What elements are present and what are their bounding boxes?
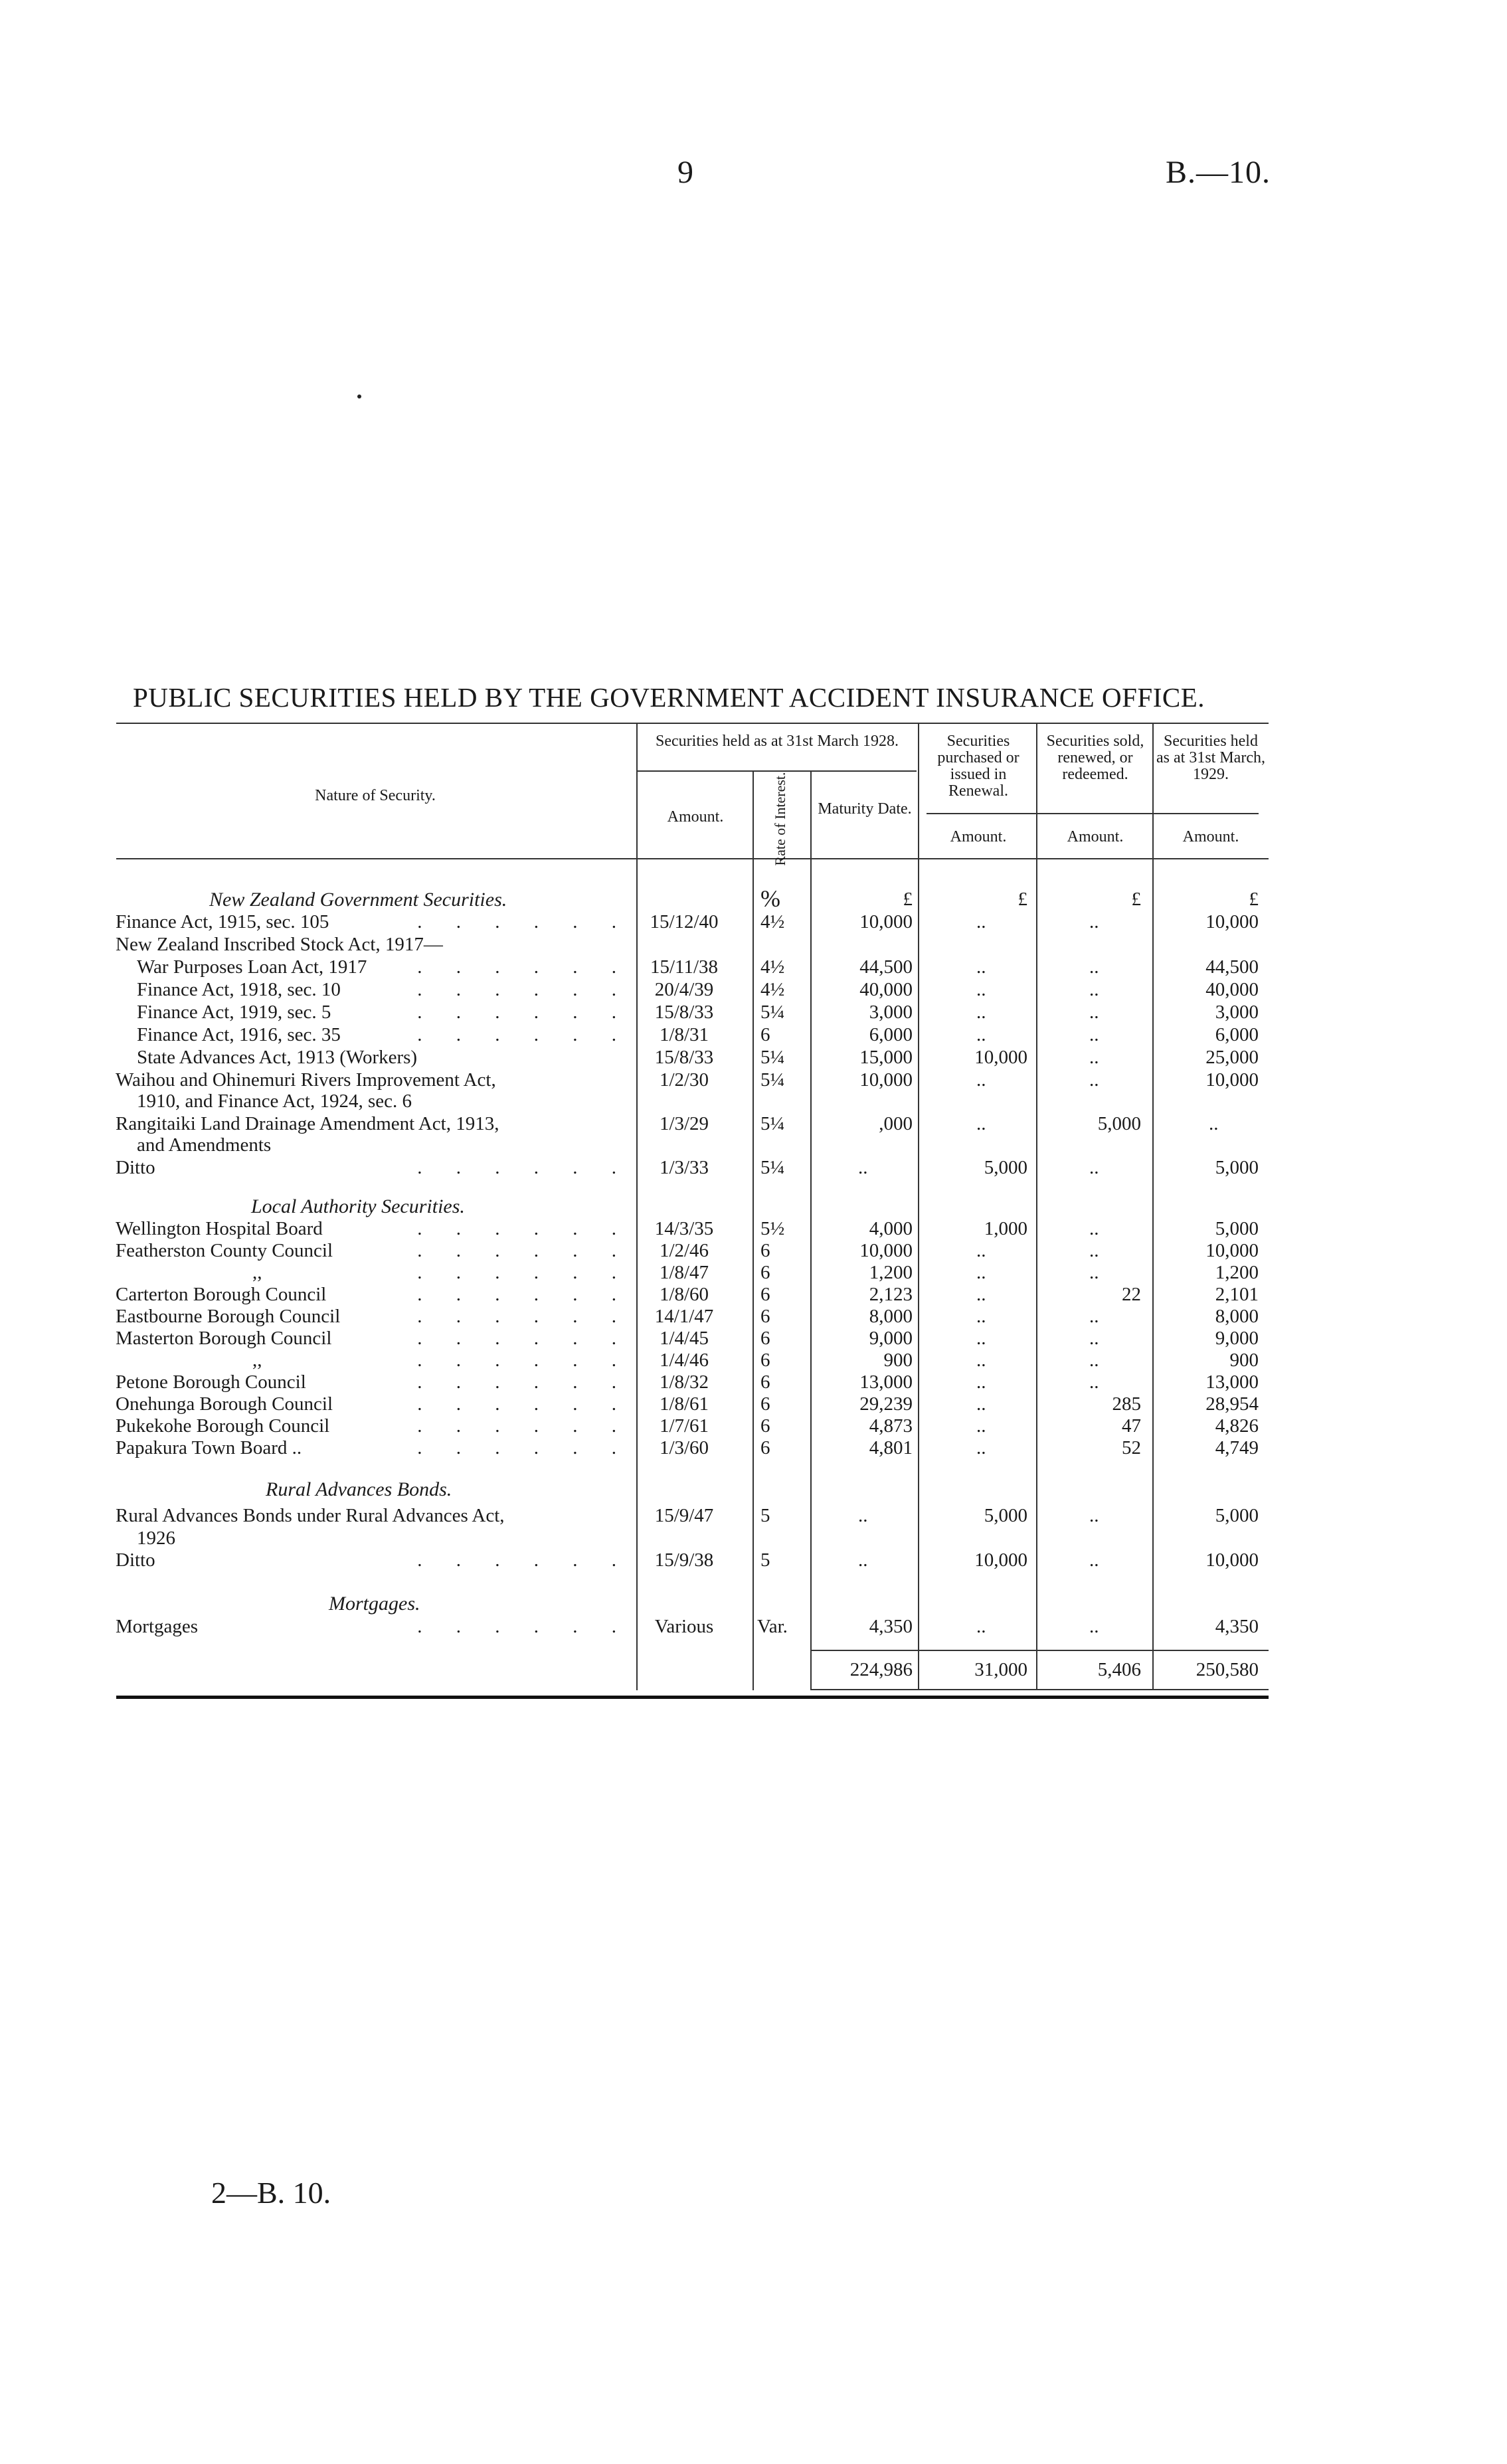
amount-1928: 10,000 [859, 1069, 913, 1091]
table-row [0, 1262, 1507, 1284]
table-title: PUBLIC SECURITIES HELD BY THE GOVERNMENT ACCIDENT INSURANCE OFFICE. [133, 682, 1205, 713]
held-1929: 44,500 [1205, 956, 1259, 978]
total-held-1929: 250,580 [1196, 1659, 1259, 1680]
amount-1928: 13,000 [859, 1371, 913, 1393]
interest-rate: 6 [760, 1393, 770, 1415]
dot-leader: . . . . . . [417, 1240, 631, 1261]
amount-1928: .. [858, 1549, 868, 1571]
sold-amount: .. [1089, 1306, 1099, 1327]
security-name: Pukekohe Borough Council [116, 1415, 330, 1437]
maturity-date: 1/3/60 [659, 1437, 709, 1458]
table-row [0, 1437, 1507, 1460]
purchased-amount: 5,000 [984, 1157, 1027, 1178]
dot-leader: . . . . . . [417, 911, 631, 932]
interest-rate: 6 [760, 1415, 770, 1437]
header-bottom-rule [116, 858, 1269, 859]
dot-leader: . . . . . . [417, 1024, 631, 1045]
interest-rate: 5¼ [760, 1113, 785, 1134]
table-top-rule [116, 723, 1269, 724]
header-purchased: Securities purchased or issued in Renewal. [937, 733, 1019, 800]
interest-rate: 5¼ [760, 1157, 785, 1178]
interest-rate: 5¼ [760, 1069, 785, 1091]
interest-rate: 5 [760, 1549, 770, 1571]
interest-rate: 4½ [760, 979, 785, 1000]
purchased-amount: 1,000 [984, 1218, 1027, 1239]
table-row [0, 1113, 1507, 1136]
amount-1928: 15,000 [859, 1047, 913, 1068]
table-row [0, 1069, 1507, 1092]
security-name: Finance Act, 1916, sec. 35 [137, 1024, 341, 1045]
dot-leader: . . . . . . [417, 1393, 631, 1415]
sold-amount: 47 [1122, 1415, 1141, 1437]
maturity-date: 1/8/47 [659, 1262, 709, 1283]
header-nature: Nature of Security. [315, 787, 436, 804]
dot-leader: . . . . . . [417, 1328, 631, 1349]
amount-1928: 10,000 [859, 911, 913, 932]
table-row [0, 934, 1507, 956]
amount-1928: 4,801 [869, 1437, 913, 1458]
purchased-amount: 10,000 [974, 1549, 1027, 1571]
interest-rate: 5¼ [760, 1047, 785, 1068]
maturity-date: 1/4/45 [659, 1328, 709, 1349]
held-1929: 9,000 [1215, 1328, 1259, 1349]
purchased-amount: .. [976, 1328, 986, 1349]
table-row [0, 1240, 1507, 1263]
maturity-date: 1/4/46 [659, 1350, 709, 1371]
interest-rate: 6 [760, 1350, 770, 1371]
sold-amount: .. [1089, 956, 1099, 978]
header-sold: Securities sold, renewed, or redeemed. [1046, 733, 1144, 783]
held-1929: 2,101 [1215, 1284, 1259, 1305]
dot-leader: . . . . . . [417, 1437, 631, 1458]
header-sold-amount: Amount. [1067, 828, 1124, 845]
amount-1928: 900 [883, 1350, 913, 1371]
held-1929: 40,000 [1205, 979, 1259, 1000]
table-row [0, 1505, 1507, 1528]
dot-leader: . . . . . . [417, 1350, 631, 1371]
purchased-amount: .. [976, 1616, 986, 1637]
purchased-amount: .. [976, 1371, 986, 1393]
table-row-continuation [0, 1528, 1507, 1550]
interest-rate: 6 [760, 1262, 770, 1283]
sold-amount: .. [1089, 979, 1099, 1000]
purchased-amount: .. [976, 1306, 986, 1327]
table-row [0, 979, 1507, 1002]
sold-amount: 5,000 [1097, 1113, 1141, 1134]
security-name: Wellington Hospital Board [116, 1218, 323, 1239]
maturity-date: Various [654, 1616, 714, 1637]
amount-1928: 4,350 [869, 1616, 913, 1637]
maturity-date: 1/3/33 [659, 1157, 709, 1178]
sold-amount: .. [1089, 1069, 1099, 1091]
header-purchased-amount: Amount. [950, 828, 1007, 845]
interest-rate: 4½ [760, 956, 785, 978]
table-row [0, 1350, 1507, 1372]
sold-amount: .. [1089, 1262, 1099, 1283]
sold-amount: .. [1089, 1350, 1099, 1371]
amount-1928: 6,000 [869, 1024, 913, 1045]
security-name: Finance Act, 1919, sec. 5 [137, 1002, 331, 1023]
security-name: Ditto [116, 1549, 155, 1571]
maturity-date: 14/3/35 [654, 1218, 714, 1239]
security-name: Waihou and Ohinemuri Rivers Improvement Act, [116, 1069, 496, 1091]
sold-amount: 22 [1122, 1284, 1141, 1305]
dot-leader: . . . . . . [417, 1616, 631, 1637]
maturity-date: 1/2/30 [659, 1069, 709, 1091]
dot-leader: . . . . . . [417, 1549, 631, 1571]
held-1929: 5,000 [1215, 1218, 1259, 1239]
held-1929: 10,000 [1205, 1549, 1259, 1571]
held-1929: 4,350 [1215, 1616, 1259, 1637]
purchased-amount: .. [976, 1002, 986, 1023]
dot-leader: . . . . . . [417, 979, 631, 1000]
dot-leader: . . . . . . [417, 1415, 631, 1437]
table-row [0, 911, 1507, 934]
security-name: Eastbourne Borough Council [116, 1306, 341, 1327]
purchased-amount: .. [976, 1262, 986, 1283]
maturity-date: 1/8/31 [659, 1024, 709, 1045]
amount-1928: 29,239 [859, 1393, 913, 1415]
purchased-amount: .. [976, 1393, 986, 1415]
held-1929: .. [1209, 1113, 1219, 1134]
total-amount-1928: 224,986 [849, 1659, 913, 1680]
unit-sold: £ [1131, 889, 1141, 910]
dot-leader: . . . . . . [417, 1218, 631, 1239]
maturity-date: 1/8/60 [659, 1284, 709, 1305]
amount-1928: 2,123 [869, 1284, 913, 1305]
security-name-continued: 1926 [137, 1528, 175, 1549]
header-held-1928: Securities held as at 31st March 1928. [656, 733, 899, 750]
sold-amount: .. [1089, 1505, 1099, 1526]
maturity-date: 1/8/61 [659, 1393, 709, 1415]
held-1929: 28,954 [1205, 1393, 1259, 1415]
amount-1928: 44,500 [859, 956, 913, 978]
table-row [0, 1393, 1507, 1416]
table-row [0, 1415, 1507, 1438]
security-name: Masterton Borough Council [116, 1328, 332, 1349]
interest-rate: 6 [760, 1024, 770, 1045]
dot-leader: . . . . . . [417, 1262, 631, 1283]
security-name: War Purposes Loan Act, 1917 [137, 956, 367, 978]
maturity-date: 20/4/39 [654, 979, 714, 1000]
purchased-amount: 10,000 [974, 1047, 1027, 1068]
table-row-continuation [0, 1134, 1507, 1157]
amount-1928: .. [858, 1157, 868, 1178]
footer-reference: 2—B. 10. [211, 2176, 331, 2210]
sold-amount: .. [1089, 1024, 1099, 1045]
dot-leader: . . . . . . [417, 1306, 631, 1327]
security-name: Rangitaiki Land Drainage Amendment Act, 1913, [116, 1113, 499, 1134]
security-name: Ditto [116, 1157, 155, 1178]
table-row [0, 1549, 1507, 1572]
amount-1928: 10,000 [859, 1240, 913, 1261]
amount-1928: ,000 [879, 1113, 913, 1134]
purchased-amount: .. [976, 911, 986, 932]
held-1929: 4,749 [1215, 1437, 1259, 1458]
unit-held: £ [1249, 889, 1259, 910]
total-sold: 5,406 [1097, 1659, 1141, 1680]
section-mortgages: Mortgages. [329, 1593, 420, 1615]
interest-rate: Var. [757, 1616, 788, 1637]
dot-leader: . . . . . . [417, 1284, 631, 1305]
purchased-amount: 5,000 [984, 1505, 1027, 1526]
total-purchased: 31,000 [974, 1659, 1027, 1680]
security-name: State Advances Act, 1913 (Workers) [137, 1047, 418, 1068]
unit-amount: £ [903, 889, 913, 910]
security-name: Rural Advances Bonds under Rural Advances Act, [116, 1505, 505, 1526]
sold-amount: .. [1089, 1371, 1099, 1393]
sold-amount: .. [1089, 911, 1099, 932]
purchased-amount: .. [976, 1415, 986, 1437]
header-rate: Rate of Interest. [772, 772, 788, 866]
security-name: New Zealand Inscribed Stock Act, 1917— [116, 934, 443, 955]
purchased-amount: .. [976, 1069, 986, 1091]
sold-amount: 285 [1112, 1393, 1141, 1415]
maturity-date: 1/8/32 [659, 1371, 709, 1393]
maturity-date: 15/11/38 [650, 956, 719, 978]
section-local-authority: Local Authority Securities. [251, 1195, 465, 1217]
held-1929: 900 [1229, 1350, 1259, 1371]
maturity-date: 15/9/47 [654, 1505, 714, 1526]
sold-amount: .. [1089, 1328, 1099, 1349]
sold-amount: .. [1089, 1157, 1099, 1178]
unit-purchased: £ [1018, 889, 1027, 910]
maturity-date: 15/8/33 [654, 1047, 714, 1068]
security-name: Finance Act, 1915, sec. 105 [116, 911, 329, 932]
interest-rate: 6 [760, 1328, 770, 1349]
security-name-continued: and Amendments [137, 1134, 272, 1156]
totals-top-rule [812, 1650, 1269, 1651]
amount-1928: 9,000 [869, 1328, 913, 1349]
maturity-date: 15/12/40 [650, 911, 719, 932]
held-1929: 6,000 [1215, 1024, 1259, 1045]
security-name: Papakura Town Board .. [116, 1437, 302, 1458]
amount-1928: 1,200 [869, 1262, 913, 1283]
maturity-date: 1/3/29 [659, 1113, 709, 1134]
sold-amount: .. [1089, 1549, 1099, 1571]
dot-leader: . . . . . . [417, 1157, 631, 1178]
interest-rate: 4½ [760, 911, 785, 932]
table-bottom-rule [116, 1696, 1269, 1699]
table-row [0, 1306, 1507, 1328]
maturity-date: 15/9/38 [654, 1549, 714, 1571]
table-row [0, 1284, 1507, 1306]
section-nz-government: New Zealand Government Securities. [209, 889, 507, 911]
totals-row [0, 1659, 1507, 1682]
header-maturity: Maturity Date. [818, 800, 912, 818]
held-1929: 10,000 [1205, 1069, 1259, 1091]
amount-1928: 3,000 [869, 1002, 913, 1023]
maturity-date: 15/8/33 [654, 1002, 714, 1023]
unit-rate: % [760, 885, 780, 912]
maturity-date: 1/2/46 [659, 1240, 709, 1261]
interest-rate: 6 [760, 1240, 770, 1261]
purchased-amount: .. [976, 1350, 986, 1371]
table-row-continuation [0, 1091, 1507, 1113]
interest-rate: 6 [760, 1284, 770, 1305]
header-held-1929: Securities held as at 31st March, 1929. [1156, 733, 1265, 783]
stray-mark [357, 395, 361, 398]
security-name: Finance Act, 1918, sec. 10 [137, 979, 341, 1000]
held-1929: 5,000 [1215, 1157, 1259, 1178]
table-row [0, 956, 1507, 979]
purchased-amount: .. [976, 1113, 986, 1134]
held-1929: 4,826 [1215, 1415, 1259, 1437]
held-1929: 8,000 [1215, 1306, 1259, 1327]
amount-1928: .. [858, 1505, 868, 1526]
table-row [0, 1218, 1507, 1241]
sold-amount: .. [1089, 1240, 1099, 1261]
table-row [0, 1328, 1507, 1350]
security-name: Featherston County Council [116, 1240, 333, 1261]
interest-rate: 6 [760, 1371, 770, 1393]
interest-rate: 5½ [760, 1218, 785, 1239]
table-row [0, 1371, 1507, 1394]
ditto-mark: ,, [252, 1350, 262, 1371]
table-row [0, 1002, 1507, 1024]
held-1929: 25,000 [1205, 1047, 1259, 1068]
sold-amount: .. [1089, 1002, 1099, 1023]
interest-rate: 6 [760, 1306, 770, 1327]
maturity-date: 14/1/47 [654, 1306, 714, 1327]
dot-leader: . . . . . . [417, 956, 631, 978]
purchased-amount: .. [976, 1240, 986, 1261]
held-1929: 5,000 [1215, 1505, 1259, 1526]
held-1929: 1,200 [1215, 1262, 1259, 1283]
held-1929: 3,000 [1215, 1002, 1259, 1023]
sold-amount: 52 [1122, 1437, 1141, 1458]
amount-1928: 4,000 [869, 1218, 913, 1239]
ditto-mark: ,, [252, 1262, 262, 1283]
security-name-continued: 1910, and Finance Act, 1924, sec. 6 [137, 1091, 412, 1112]
sold-amount: .. [1089, 1218, 1099, 1239]
table-row [0, 1047, 1507, 1069]
amount-1928: 4,873 [869, 1415, 913, 1437]
held-1929: 10,000 [1205, 1240, 1259, 1261]
held-1929: 13,000 [1205, 1371, 1259, 1393]
dot-leader: . . . . . . [417, 1002, 631, 1023]
header-amount: Amount. [667, 808, 724, 826]
security-name: Carterton Borough Council [116, 1284, 327, 1305]
page-number: 9 [677, 155, 693, 190]
purchased-amount: .. [976, 979, 986, 1000]
header-held-amount: Amount. [1182, 828, 1239, 845]
amount-1928: 8,000 [869, 1306, 913, 1327]
table-row [0, 1616, 1507, 1638]
sold-amount: .. [1089, 1047, 1099, 1068]
amount-subhead-rule [927, 813, 1259, 814]
section-rural-advances: Rural Advances Bonds. [266, 1478, 452, 1500]
amount-1928: 40,000 [859, 979, 913, 1000]
security-name: Petone Borough Council [116, 1371, 306, 1393]
maturity-date: 1/7/61 [659, 1415, 709, 1437]
security-name: Mortgages [116, 1616, 199, 1637]
purchased-amount: .. [976, 1437, 986, 1458]
dot-leader: . . . . . . [417, 1371, 631, 1393]
interest-rate: 6 [760, 1437, 770, 1458]
table-row [0, 1157, 1507, 1180]
document-reference: B.—10. [1166, 155, 1271, 190]
purchased-amount: .. [976, 1284, 986, 1305]
interest-rate: 5¼ [760, 1002, 785, 1023]
purchased-amount: .. [976, 956, 986, 978]
table-row [0, 1024, 1507, 1047]
purchased-amount: .. [976, 1024, 986, 1045]
sold-amount: .. [1089, 1616, 1099, 1637]
security-name: Onehunga Borough Council [116, 1393, 333, 1415]
totals-bottom-rule [812, 1689, 1269, 1690]
held-1929: 10,000 [1205, 911, 1259, 932]
interest-rate: 5 [760, 1505, 770, 1526]
